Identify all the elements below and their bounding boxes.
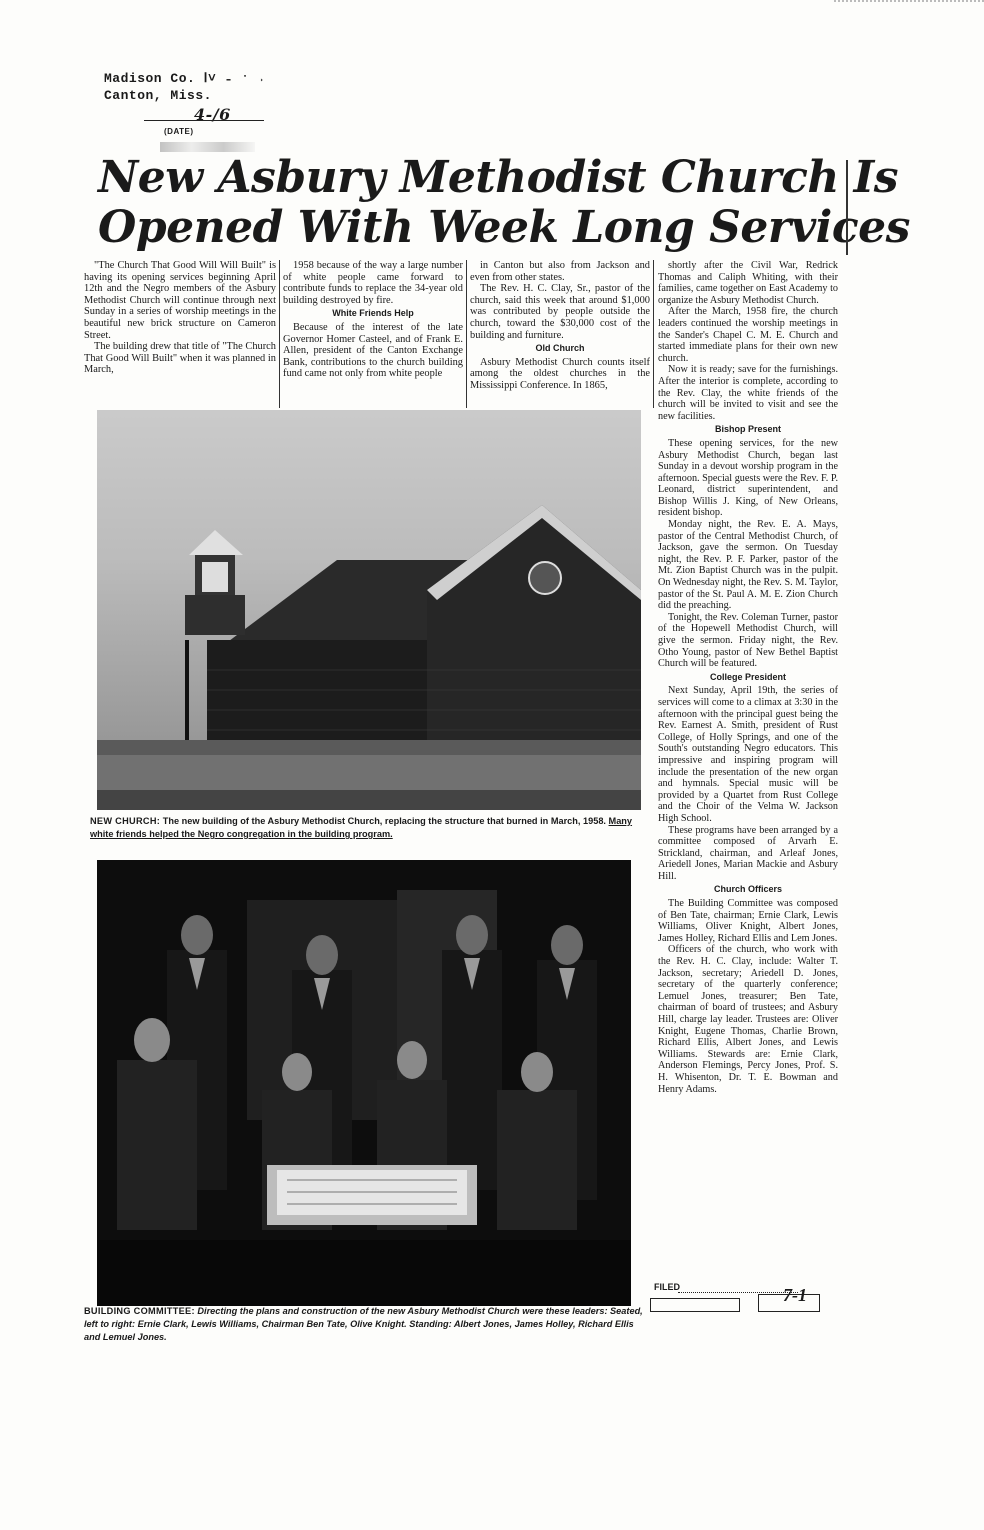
top-edge-dots <box>834 0 984 6</box>
paragraph: Asbury Methodist Church counts itself among the oldest churches in the Mississippi Conference. In 1865, <box>470 356 650 391</box>
subhead-college-president: College President <box>709 671 787 682</box>
ink-smudge <box>160 142 255 152</box>
committee-photo <box>97 860 631 1306</box>
filed-number: 7-1 <box>783 1285 807 1305</box>
subhead-bishop-present: Bishop Present <box>714 424 781 435</box>
article-column-3 <box>470 260 650 392</box>
paragraph: These opening services, for the new Asbury Methodist Church, began last Sunday in a devout worship program in the afternoon. Special guests were the Rev. F. P. Leonard, district superintendent, and Bishop Willis J. King, of New Orleans, resident bishop. <box>658 437 838 519</box>
church-photo-art <box>97 410 641 810</box>
committee-photo-caption <box>84 1305 644 1344</box>
slip-handwritten-date: 4-⁠⁠⁠⁠⁠/6 <box>194 105 231 124</box>
clipping-edge-line <box>846 160 848 255</box>
slip-county-trail: Ⅰ˅ ˗ ˑ ˒ <box>203 71 267 86</box>
headline <box>98 152 910 253</box>
slip-date-rule <box>144 120 264 121</box>
caption-text: The new building of the Asbury Methodist Church, replacing the structure that burned in March, 1958. <box>162 816 606 826</box>
slip-city: Canton, Miss. <box>104 88 212 103</box>
paragraph: 1958 because of the way a large number of white people came forward to contribute funds to replace the 34-year old building destroyed by fire. <box>283 260 463 306</box>
paragraph: shortly after the Civil War, Redrick Thomas and Caliph Whiting, with their families, came together on East Academy to organize the Asbury Methodist Church. <box>658 260 838 306</box>
paragraph: The Rev. H. C. Clay, Sr., pastor of the church, said this week that around $1,000 was contributed by people outside the church, toward the $30,000 cost of the building and furniture. <box>470 283 650 341</box>
paragraph: Monday night, the Rev. E. A. Mays, pastor of the Central Methodist Church, of Jackson, gave the sermon. On Tuesday night, the Rev. P. F. Parker, pastor of the Mt. Zion Baptist Church was in the pulpit. On Wednesday night, the Rev. S. M. Taylor, pastor of the St. Paul A. M. E. Zion Church did the preaching. <box>658 519 838 612</box>
filed-stamp <box>648 1282 828 1312</box>
church-photo-caption <box>90 815 646 841</box>
paragraph: "The Church That Good Will Will Built" is having its opening services beginning April 12th and the Negro members of the Asbury Methodist Church will continue through next Sunday in a series of worship meetings in the beautiful new brick structure on Cameron Street. <box>84 260 276 341</box>
slip-date-label: (DATE) <box>164 127 194 136</box>
filed-box <box>650 1298 740 1312</box>
caption-kicker: BUILDING COMMITTEE: <box>84 1306 195 1316</box>
column-rule <box>279 260 280 408</box>
slip-county: Madison Co. <box>104 71 196 86</box>
paragraph: Tonight, the Rev. Coleman Turner, pastor of the Hopewell Methodist Church, will give the sermon. Friday night, the Rev. Otho Young, pastor of New Bethel Baptist Church will be featured. <box>658 611 838 670</box>
paragraph: The Building Committee was composed of Ben Tate, chairman; Ernie Clark, Lewis Williams, Oliver Knight, Albert Jones, James Holley, Richard Ellis and Lem Jones. <box>658 898 838 944</box>
article-column-1 <box>84 260 276 376</box>
filed-label: FILED <box>654 1282 680 1292</box>
filed-dotted-line <box>678 1292 798 1293</box>
caption-underlined-text: Many white friends helped the Negro congregation in the building program. <box>90 816 633 839</box>
paragraph: After the March, 1958 fire, the church leaders continued the worship meetings in the Sander's Chapel C. M. E. Church and started immediate plans for their own new church. <box>658 306 838 364</box>
subhead-white-friends: White Friends Help <box>332 308 414 319</box>
subhead-old-church: Old Church <box>535 343 585 354</box>
paragraph: The building drew that title of "The Church That Good Will Built" when it was planned in March, <box>84 341 276 376</box>
headline-line-2: Opened With Week Long Services <box>98 202 910 253</box>
church-photo <box>97 410 641 810</box>
column-rule <box>653 260 654 408</box>
article-column-2 <box>283 260 463 380</box>
subhead-church-officers: Church Officers <box>713 884 782 895</box>
headline-line-1: New Asbury Methodist Church Is <box>98 152 899 203</box>
caption-text: Directing the plans and construction of the new Asbury Methodist Church were these leaders: Seated, left to right: Ernie Clark, Lewis Williams, Chairman Ben Tate, Olive Knight. Standing: Albert Jones, James Holley, Richard Ellis and Lemuel Jones. <box>84 1306 643 1342</box>
paragraph: Now it is ready; save for the furnishings. After the interior is complete, according to the Rev. Clay, the white friends of the church will be invited to visit and see the new facilities. <box>658 364 838 422</box>
paragraph: These programs have been arranged by a committee composed of Arvarh E. Strickland, chairman, and Arleaf Jones, Ariedell Jones, Marian Mackie and Asbury Hill. <box>658 824 838 882</box>
caption-kicker: NEW CHURCH: <box>90 816 161 826</box>
paragraph: in Canton but also from Jackson and even from other states. <box>470 260 650 283</box>
clipping-slip <box>104 70 267 136</box>
paragraph: Because of the interest of the late Governor Homer Casteel, and of Frank E. Allen, president of the Canton Exchange Bank, contributions to the church building fund came not only from white people <box>283 321 463 380</box>
article-column-4 <box>658 260 838 1095</box>
committee-photo-art <box>97 860 631 1306</box>
column-rule <box>466 260 467 408</box>
paragraph: Officers of the church, who work with the Rev. H. C. Clay, include: Walter T. Jackson, secretary; Ariedell D. Jones, secretary of the quarterly conference; Lemuel Jones, treasurer; Ben Tate, chairman of board of trustees; and Asbury Hill, charge lay leader. Trustees are: Oliver Knight, Eugene Thomas, Charlie Brown, Richard Ellis, Albert Jones, and Lewis Williams. Stewards are: Ernie Clark, Anderson Flemings, Percy Jones, Prof. S. H. Whisenton, Dr. T. E. Bowman and Henry Adams. <box>658 944 838 1095</box>
paragraph: Next Sunday, April 19th, the series of services will come to a climax at 3:30 in the afternoon with the principal guest being the Rev. Earnest A. Smith, president of Rust College, of Holly Springs, and one of the South's outstanding Negro educators. This impressive and inspiring program will include the presentation of the new organ and hymnals. Special music will be provided by a Quartet from Rust College and the Choir of the Velma W. Jackson High School. <box>658 685 838 824</box>
